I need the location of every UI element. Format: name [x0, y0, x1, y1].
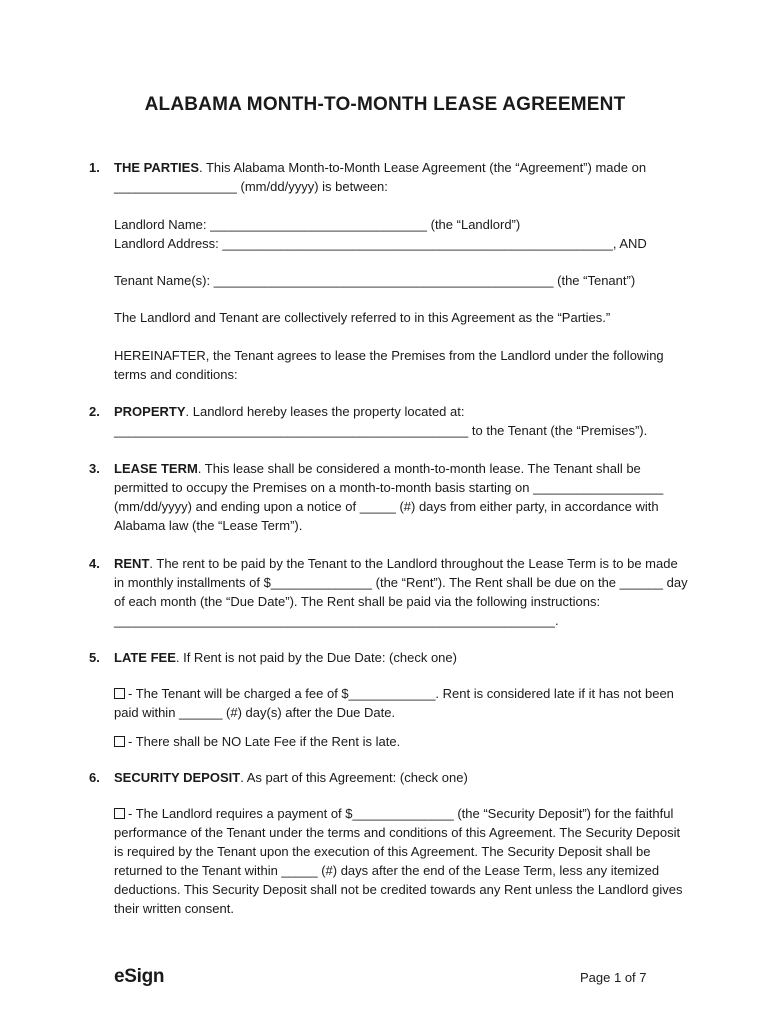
section-text: . If Rent is not paid by the Due Date: (check one) — [175, 650, 457, 665]
esign-logo: eSign — [114, 966, 165, 987]
page-number: Page 1 of 7 — [580, 970, 647, 985]
section-security-deposit — [89, 768, 689, 787]
document-title: ALABAMA MONTH-TO-MONTH LEASE AGREEMENT — [144, 94, 626, 115]
section-heading: THE PARTIES — [114, 160, 199, 175]
section-number: 2. — [89, 404, 100, 419]
late-fee-option-none — [114, 732, 689, 751]
section-number: 3. — [89, 461, 100, 476]
section-text: . Landlord hereby leases the property located at: _________________________________________________ to the Tenant (the “Premises”). — [114, 404, 648, 438]
security-deposit-option-required — [114, 804, 689, 918]
section-text: . This Alabama Month-to-Month Lease Agreement (the “Agreement”) made on _________________ (mm/dd/yyyy) is between: — [114, 160, 647, 194]
section-parties — [89, 158, 689, 196]
section-text: . As part of this Agreement: (check one) — [240, 770, 468, 785]
section-heading: LATE FEE — [114, 650, 176, 665]
section-number: 1. — [89, 160, 100, 175]
section-heading: RENT — [114, 556, 150, 571]
landlord-address-line: Landlord Address: ______________________________________________________, AND — [114, 236, 647, 251]
section-rent — [89, 554, 689, 630]
checkbox-no-late-fee[interactable] — [114, 736, 125, 747]
section-text: . This lease shall be considered a month-to-month lease. The Tenant shall be permitted to occupy the Premises on a month-to-month basis starting on __________________ (mm/dd/yyyy) and ending upon a notice of _____ (#) days from either party, in accordance with Alabama law (the “Lease Term”). — [114, 461, 664, 533]
section-number: 6. — [89, 770, 100, 785]
section-heading: LEASE TERM — [114, 461, 198, 476]
option-text: - The Landlord requires a payment of $______________ (the “Security Deposit”) for the faithful performance of the Tenant under the terms and conditions of this Agreement. The Security Deposit is required by the Tenant upon the execution of this Agreement. The Security Deposit shall be returned to the Tenant within _____ (#) days after the end of the Lease Term, less any itemized deductions. This Security Deposit shall not be credited towards any Rent unless the Landlord gives their written consent. — [114, 806, 683, 916]
section-late-fee — [89, 648, 689, 667]
section-lease-term — [89, 459, 689, 535]
checkbox-late-fee-charged[interactable] — [114, 688, 125, 699]
section-heading: SECURITY DEPOSIT — [114, 770, 241, 785]
section-number: 5. — [89, 650, 100, 665]
section-text: . The rent to be paid by the Tenant to the Landlord throughout the Lease Term is to be made in monthly installments of $______________ (the “Rent”). The Rent shall be due on the ______ day of each month (the “Due Date”). The Rent shall be paid via the following instructions: _____________________________________________________________. — [114, 556, 688, 628]
section-number: 4. — [89, 556, 100, 571]
parties-paragraph: The Landlord and Tenant are collectively referred to in this Agreement as the “Parties.” — [114, 310, 611, 325]
hereinafter-paragraph: HEREINAFTER, the Tenant agrees to lease the Premises from the Landlord under the following terms and conditions: — [114, 348, 664, 382]
late-fee-option-charged — [114, 684, 689, 722]
tenant-names-line: Tenant Name(s): _______________________________________________ (the “Tenant”) — [114, 273, 636, 288]
landlord-name-line: Landlord Name: ______________________________ (the “Landlord”) — [114, 217, 521, 232]
option-text: - There shall be NO Late Fee if the Rent is late. — [128, 734, 401, 749]
section-heading: PROPERTY — [114, 404, 186, 419]
section-property — [89, 402, 689, 440]
checkbox-security-deposit[interactable] — [114, 808, 125, 819]
option-text: - The Tenant will be charged a fee of $____________. Rent is considered late if it has not been paid within ______ (#) day(s) after the Due Date. — [114, 686, 674, 720]
